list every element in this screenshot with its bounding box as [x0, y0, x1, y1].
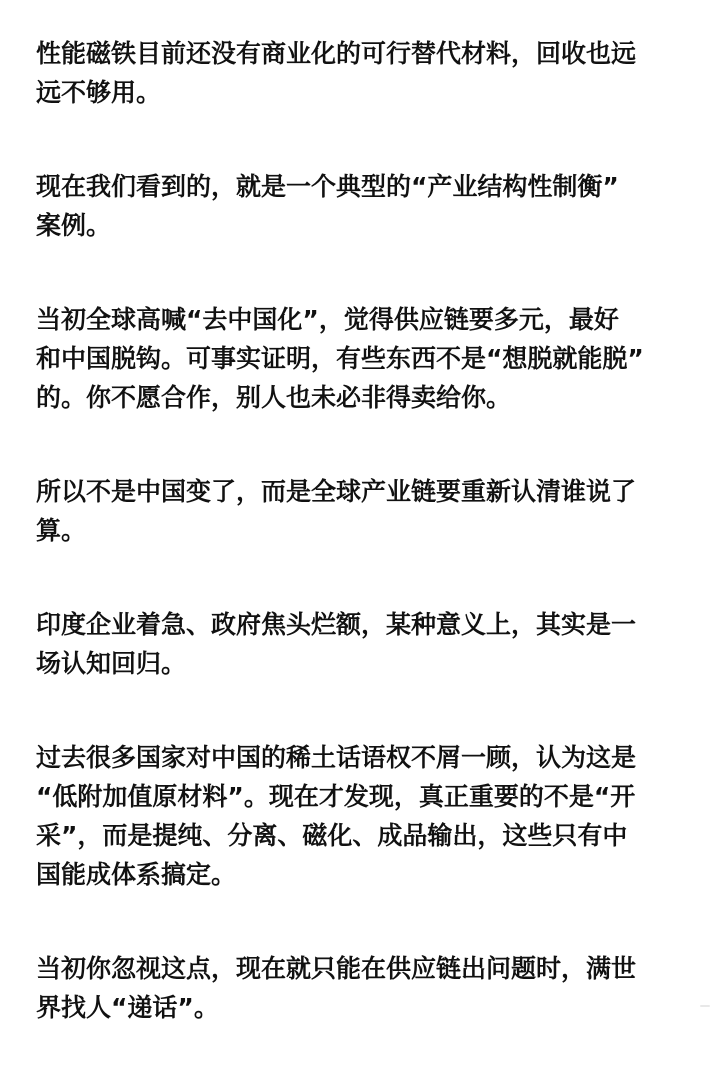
paragraph: [36, 605, 692, 683]
paragraph-line: 国能成体系搞定。: [36, 860, 237, 889]
paragraph: [36, 300, 692, 417]
paragraph: [36, 472, 692, 550]
paragraph-line: 的。你不愿合作，别人也未必非得卖给你。: [36, 383, 512, 412]
paragraph: [36, 738, 692, 894]
paragraph-line: 界找人“递话”。: [36, 993, 219, 1022]
watermark: [700, 997, 710, 1013]
paragraph: [36, 949, 692, 1027]
paragraph-line: 当初全球高喊“去中国化”，觉得供应链要多元，最好: [36, 305, 619, 334]
paragraph-line: 远不够用。: [36, 78, 162, 107]
paragraph-line: 和中国脱钩。可事实证明，有些东西不是“想脱就能脱”: [36, 344, 644, 373]
paragraph-line: 案例。: [36, 211, 112, 240]
paragraph-line: 采”，而是提纯、分离、磁化、成品输出，这些只有中: [36, 821, 628, 850]
paragraph-line: 性能磁铁目前还没有商业化的可行替代材料，回收也远: [36, 39, 637, 68]
watermark-badge: [700, 1005, 710, 1007]
paragraph: [36, 34, 692, 112]
paragraph-line: 场认知回归。: [36, 649, 187, 678]
article-body: [36, 34, 692, 1082]
paragraph-line: 当初你忽视这点，现在就只能在供应链出问题时，满世: [36, 954, 637, 983]
paragraph: [36, 167, 692, 245]
paragraph-line: 算。: [36, 516, 87, 545]
paragraph-line: “低附加值原材料”。现在才发现，真正重要的不是“开: [36, 782, 636, 811]
paragraph-line: 所以不是中国变了，而是全球产业链要重新认清谁说了: [36, 477, 637, 506]
paragraph-line: 过去很多国家对中国的稀土话语权不屑一顾，认为这是: [36, 743, 637, 772]
paragraph-line: 印度企业着急、政府焦头烂额，某种意义上，其实是一: [36, 610, 637, 639]
paragraph-line: 现在我们看到的，就是一个典型的“产业结构性制衡”: [36, 172, 619, 201]
